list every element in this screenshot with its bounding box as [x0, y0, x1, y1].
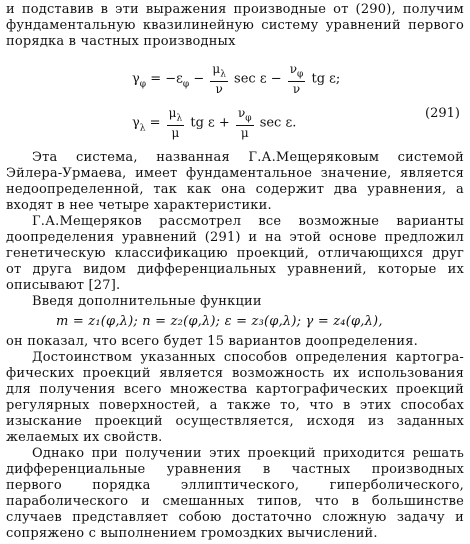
text-line: Эйлера-Урмаева, имеет фундаментальное значение, является — [6, 166, 464, 181]
text-line: Однако при получении этих проекций приходится решать — [32, 446, 464, 461]
text-line: Достоинством указанных способов определения картогра- — [32, 350, 464, 365]
text-line: он показал, что всего будет 15 вариантов доопределения. — [6, 334, 418, 349]
text-line: фических проекций является возможность их использования — [6, 366, 464, 381]
text-line: Введя дополнительные функции — [32, 294, 262, 309]
text-line: Г.А.Мещеряков рассмотрел все возможные варианты — [32, 214, 464, 229]
text-line: от друга видом дифференциальных уравнений, которые их — [6, 262, 464, 277]
text-line: первого порядка эллиптического, гиперболического, — [6, 478, 464, 493]
text-line: генетическую классификацию проекций, отличающихся друг — [6, 246, 464, 261]
text-line: дифференциальные уравнения в частных производных — [6, 462, 464, 477]
functions-formula: m = z₁(φ,λ); n = z₂(φ,λ); ε = z₃(φ,λ); γ = z₄(φ,λ), — [56, 314, 383, 329]
equation-gamma-lambda: $\gamma_\lambda$ = $\frac{\mu_\lambda}{\mu}$ tg ε + $\frac{\nu_\varphi}{\mu}$ sec ε. — [132, 106, 297, 141]
text-line: фундаментальную квазилинейную систему уравнений первого — [6, 18, 464, 33]
text-line: входят в нее четыре характеристики. — [6, 198, 272, 213]
text-line: сопряжено с выполнением громоздких вычислений. — [6, 526, 378, 541]
text-line: недоопределенной, так как она содержит два уравнения, а — [6, 182, 464, 197]
text-line: желаемых их свойств. — [6, 430, 163, 445]
text-line: для получения всего множества картографических проекций — [6, 382, 464, 397]
text-line: Эта система, названная Г.А.Мещеряковым системой — [32, 150, 464, 165]
text-line: параболического и смешанных типов, что в большинстве — [6, 494, 464, 509]
equation-gamma-phi: $\gamma_\varphi = -\varepsilon_\varphi$ − $\frac{\mu_\lambda}{\nu}$ sec ε − $\frac{\nu_\varphi}{\nu}$ tg ε; — [132, 62, 341, 97]
text-line: описывают [27]. — [6, 278, 121, 293]
text-line: изыскание проекций осуществляется, исходя из заданных — [6, 414, 464, 429]
text-line: случаев представляет собою достаточно сложную задачу и — [6, 510, 464, 525]
text-line: и подставив в эти выражения производные от (290), получим — [6, 2, 464, 17]
equation-number: (291) — [425, 106, 460, 121]
text-line: порядка в частных производных — [6, 34, 236, 49]
text-line: доопределения уравнений (291) и на этой основе предложил — [6, 230, 464, 245]
text-line: регулярных поверхностей, а также то, что в этих способах — [6, 398, 464, 413]
